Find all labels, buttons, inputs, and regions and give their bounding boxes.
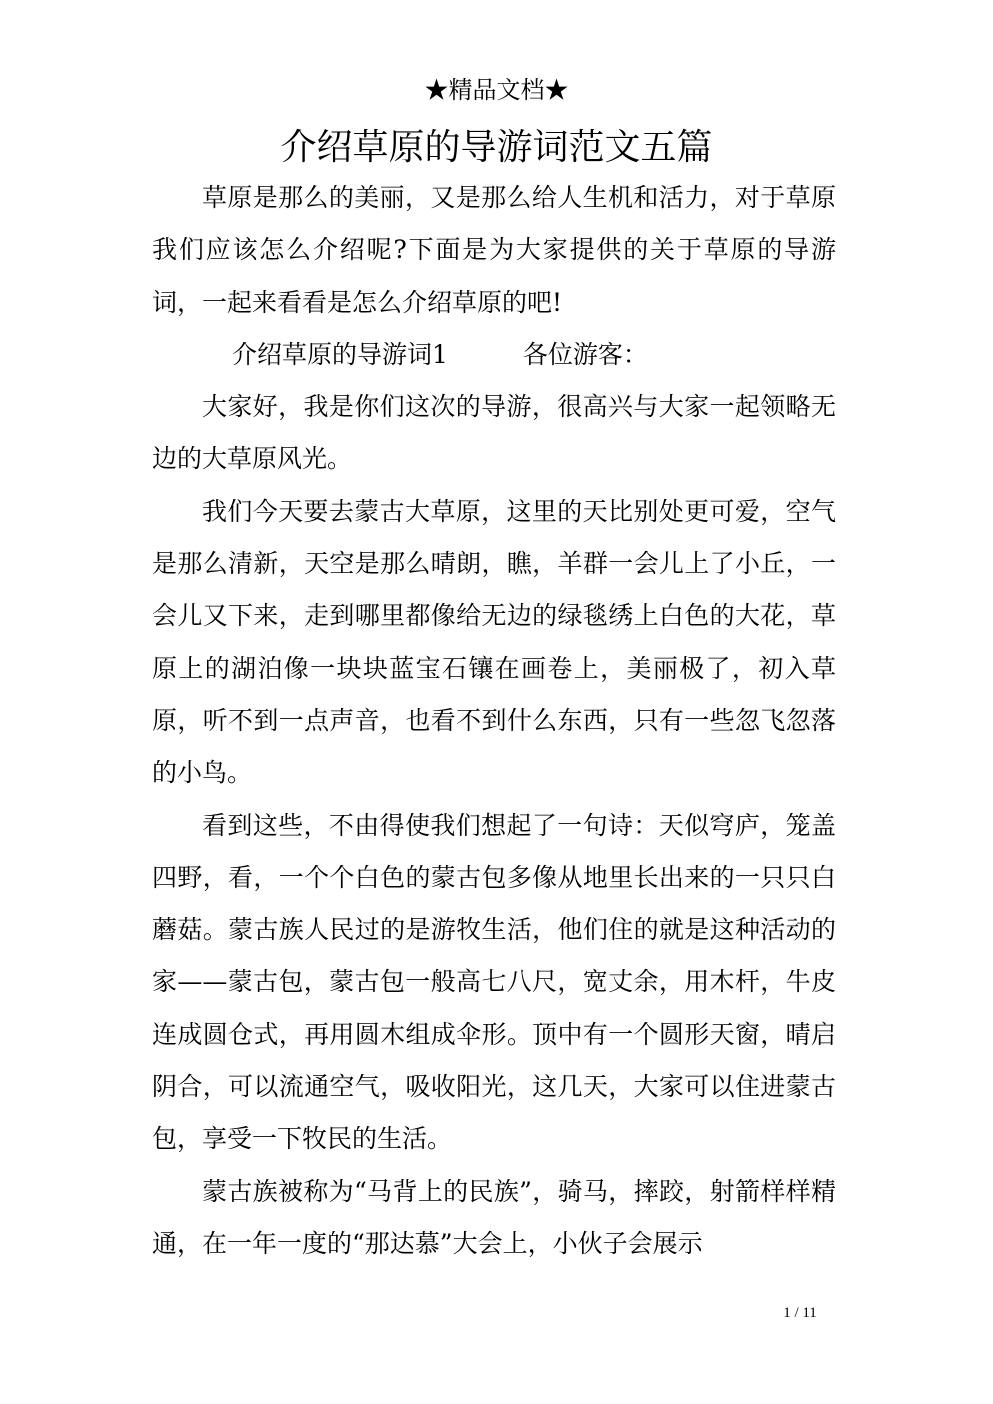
body-paragraph: 我们今天要去蒙古大草原，这里的天比别处更可爱，空气是那么清新，天空是那么晴朗，瞧，羊群一会儿上了小丘，一会儿又下来，走到哪里都像给无边的绿毯绣上白色的大花，草原上的湖泊像一块块蓝宝石镶在画卷上，美丽极了，初入草原，听不到一点声音，也看不到什么东西，只有一些忽飞忽落的小鸟。 [152,496,836,788]
intro-paragraph: 草原是那么的美丽，又是那么给人生机和活力，对于草原我们应该怎么介绍呢?下面是为大家提供的关于草原的导游词，一起来看看是怎么介绍草原的吧! [152,183,836,317]
document-body [152,172,836,1270]
body-paragraph: 大家好，我是你们这次的导游，很高兴与大家一起领略无边的大草原风光。 [152,392,836,474]
section-heading: 介绍草原的导游词1 各位游客： [232,339,648,369]
body-paragraph: 看到这些，不由得使我们想起了一句诗：天似穹庐，笼盖四野，看，一个个白色的蒙古包多像从地里长出来的一只只白蘑菇。蒙古族人民过的是游牧生活，他们住的就是这种活动的家——蒙古包，蒙古包一般高七八尺，宽丈余，用木杆，牛皮连成圆仓式，再用圆木组成伞形。顶中有一个圆形天窗，晴启阴合，可以流通空气，吸收阳光，这几天，大家可以住进蒙古包，享受一下牧民的生活。 [152,810,836,1154]
document-title: 介绍草原的导游词范文五篇 [280,127,713,168]
document-header: ★精品文档★ [424,76,569,104]
body-paragraph: 蒙古族被称为“马背上的民族”，骑马，摔跤，射箭样样精通，在一年一度的“那达慕”大会上，小伙子会展示 [152,1176,836,1258]
page-number: 1 / 11 [783,1305,817,1321]
